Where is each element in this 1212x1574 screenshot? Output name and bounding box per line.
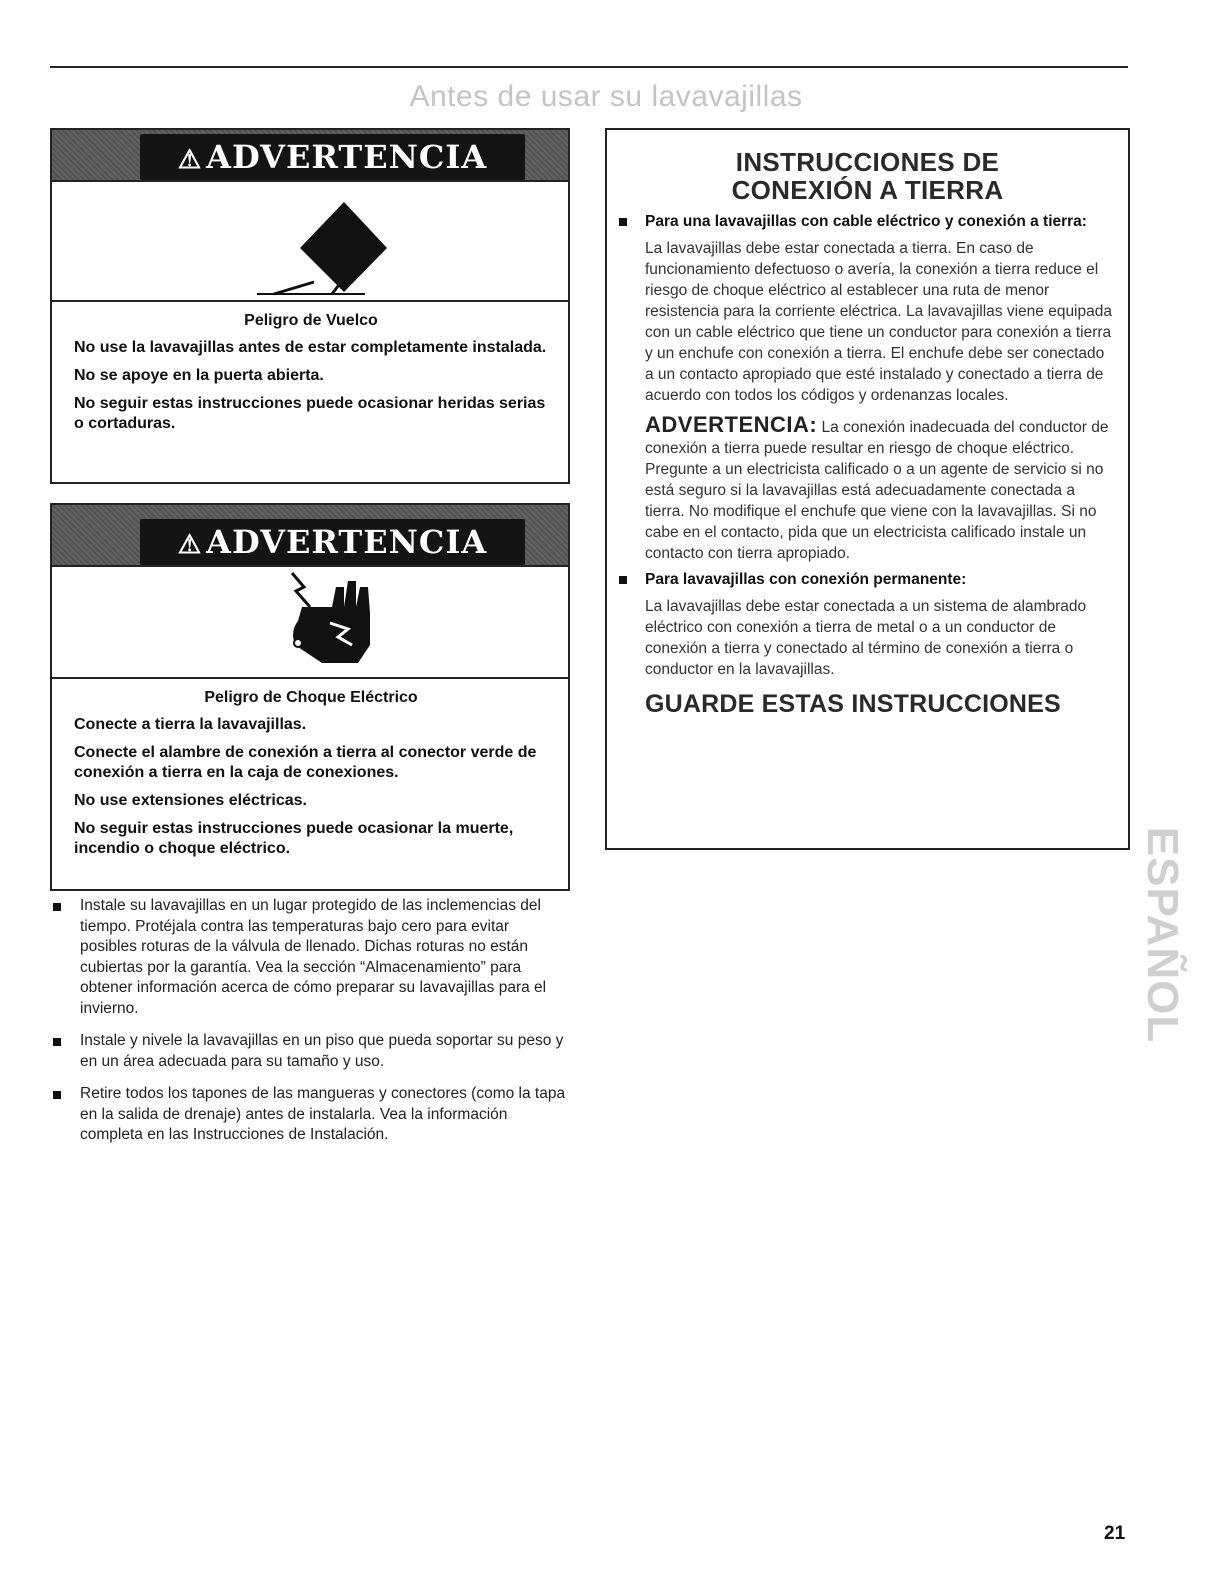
tip-over-icon bbox=[52, 182, 568, 300]
language-side-tab: ESPAÑOL bbox=[1138, 826, 1187, 1044]
warning-lead: ADVERTENCIA: bbox=[645, 412, 818, 437]
warning-triangle-icon: ⚠ bbox=[177, 530, 203, 560]
shock-icon-panel bbox=[52, 565, 568, 679]
hazard-title: Peligro de Vuelco bbox=[244, 312, 378, 329]
warning-banner bbox=[52, 505, 568, 565]
grounding-title: INSTRUCCIONES DE CONEXIÓN A TIERRA bbox=[731, 147, 1004, 205]
list-item: Instale su lavavajillas en un lugar protegido de las inclemencias del tiempo. Protéjala contra las temperaturas bajo cero para evitar posibles roturas de la válvula de llenado. Dichas roturas no están cubiertas por la garantía. Vea la sección “Almacenamiento” para obtener información acerca de cómo preparar su lavavajillas para el invierno. bbox=[50, 896, 570, 1019]
save-instructions-heading: GUARDE ESTAS INSTRUCCIONES bbox=[645, 690, 1061, 718]
permanent-heading: Para lavavajillas con conexión permanente: bbox=[607, 570, 1128, 590]
list-item: Instale y nivele la lavavajillas en un piso que pueda soportar su peso y en un área adecuada para su tamaño y uso. bbox=[50, 1031, 570, 1072]
warning-line: No use extensiones eléctricas. bbox=[74, 792, 307, 809]
warning-line: No use la lavavajillas antes de estar completamente instalada. bbox=[74, 339, 547, 356]
warning-line: Conecte el alambre de conexión a tierra al conector verde de conexión a tierra en la caja de conexiones. bbox=[74, 744, 537, 781]
cord-text: La lavavajillas debe estar conectada a tierra. En caso de funcionamiento defectuoso o avería, la conexión a tierra reduce el riesgo de choque eléctrico al establecer una ruta de menor resistencia para la corriente eléctrica. La lavavajillas viene equipada con un cable eléctrico que tiene un conductor para conexión a tierra y un enchufe con conexión a tierra. El enchufe debe ser conectado a un contacto apropiado que esté instalado y conectado a tierra de acuerdo con todos los códigos y ordenanzas locales. bbox=[645, 240, 1112, 404]
permanent-text: La lavavajillas debe estar conectada a un sistema de alambrado eléctrico con conexión a tierra de metal o a un conductor de conexión a tierra y conectado al término de conexión a tierra o conductor en la lavavajillas. bbox=[645, 598, 1087, 678]
page-heading: Antes de usar su lavavajillas bbox=[409, 80, 803, 113]
cord-heading: Para una lavavajillas con cable eléctrico y conexión a tierra: bbox=[607, 212, 1128, 232]
tip-over-icon-panel bbox=[52, 180, 568, 302]
grounding-warning bbox=[607, 414, 1128, 564]
electric-shock-hand-icon bbox=[52, 567, 568, 677]
warning-text: La conexión inadecuada del conductor de conexión a tierra puede resultar en riesgo de choque eléctrico. Pregunte a un electricista calificado o a un agente de servicio si no está seguro si la lavavajillas está adecuadamente conectada a tierra. No modifique el enchufe que viene con la lavavajillas. Si no cabe en el contacto, pida que un electricista calificado instale un contacto con tierra apropiado. bbox=[645, 419, 1109, 562]
tip-over-warning-box bbox=[50, 128, 570, 484]
warning-triangle-icon: ⚠ bbox=[177, 145, 203, 175]
list-item: Retire todos los tapones de las mangueras y conectores (como la tapa en la salida de drenaje) antes de instalarla. Vea la información completa en las Instrucciones de Instalación. bbox=[50, 1084, 570, 1146]
installation-tips-list bbox=[50, 896, 570, 1158]
grounding-instructions-box bbox=[605, 128, 1130, 850]
electric-shock-warning-box bbox=[50, 503, 570, 891]
warning-line: No se apoye en la puerta abierta. bbox=[74, 367, 324, 384]
page-number: 21 bbox=[1104, 1523, 1126, 1544]
warning-line: No seguir estas instrucciones puede ocasionar heridas serias o cortaduras. bbox=[74, 395, 546, 432]
warning-banner-title: ⚠ ADVERTENCIA bbox=[177, 138, 488, 176]
warning-line: Conecte a tierra la lavavajillas. bbox=[74, 716, 307, 733]
warning-banner-title: ⚠ ADVERTENCIA bbox=[177, 523, 488, 561]
warning-line: No seguir estas instrucciones puede ocasionar la muerte, incendio o choque eléctrico. bbox=[74, 820, 514, 857]
hazard-title: Peligro de Choque Eléctrico bbox=[204, 689, 418, 706]
warning-banner bbox=[52, 130, 568, 180]
top-rule bbox=[50, 66, 1128, 68]
